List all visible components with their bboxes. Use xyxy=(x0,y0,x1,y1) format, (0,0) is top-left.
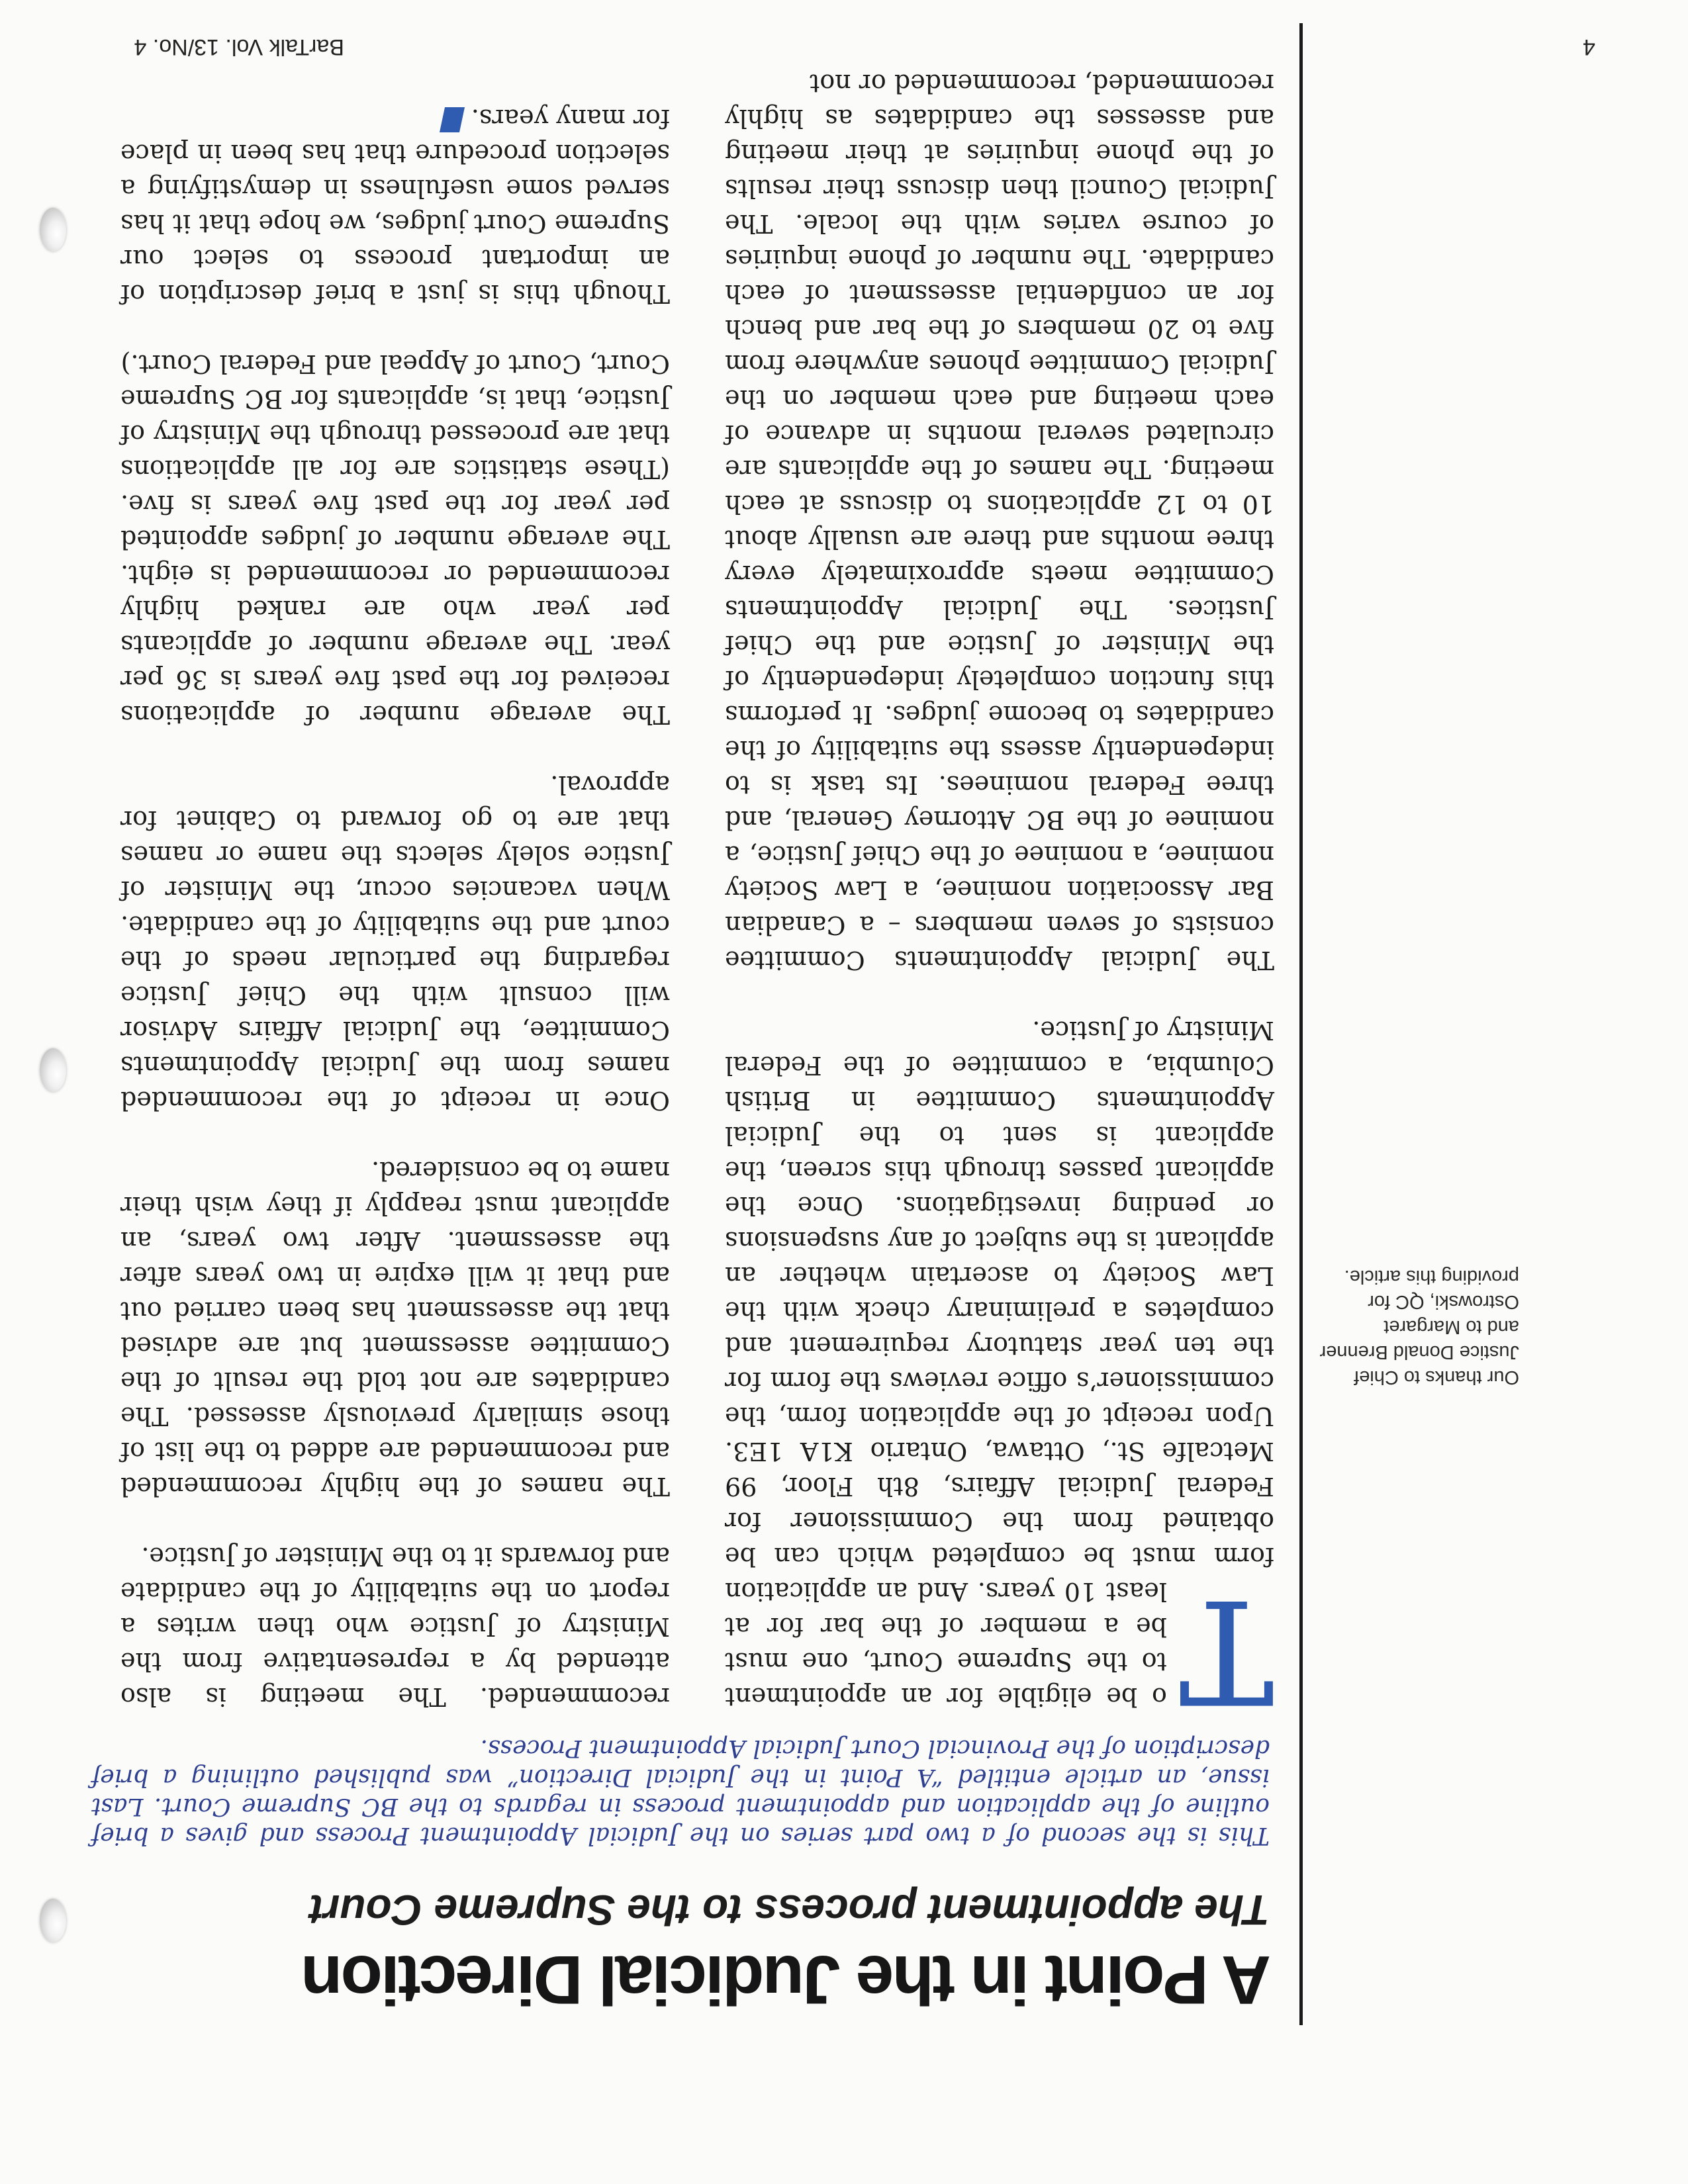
article-title: A Point in the Judicial Direction xyxy=(302,1941,1271,2018)
paragraph-meeting: recommended. The meeting is also attended by a representative from the Ministry of Justice who then writes a report on the suitability of the candidate and forwards it to the Minister of Justice. xyxy=(120,1542,670,1711)
column-divider xyxy=(1299,23,1303,2025)
article-intro: This is the second of a two part series on the Judicial Appointment Process and gives a brief outline of the application and appointment process in regards to the BC Supreme Court. Last issue, an article entitled “A Point in the Judicial Direction” was published outlining a brief description of the Provincial Court Judicial Appointment Process. xyxy=(91,1735,1270,1849)
punch-hole-middle xyxy=(40,1048,66,1092)
acknowledgement-sidebar: Our thanks to Chief Justice Donald Brenner and to Margaret Ostrowski, QC for providing this article. xyxy=(1319,1266,1519,1388)
punch-hole-bottom xyxy=(40,208,66,251)
paragraph-eligibility xyxy=(725,1013,1274,1734)
article-subtitle: The appointment process to the Supreme Court xyxy=(309,1886,1270,1934)
paragraph-statistics: The average number of applications received for the past five years is 36 per year. The average number of applicants per year who are ranked highly recommended or recommended is eight. The average number of judges appointed per year for the past five years is five. (These statistics are for all applications that are processed through the Ministry of Justice, that is, applicants for BC Supreme Court, Court of Appeal and Federal Court.) xyxy=(120,349,670,729)
drop-cap: T xyxy=(1178,1568,1274,1734)
paragraph-names: The names of the highly recommended and recommended are added to the list of those similarly previously assessed. The candidates are not told the result of the Committee assessment but are advised that the assessment has been carried out and that it will expire in two years after the assessment. After two years, an applicant must reapply if they wish their name to be considered. xyxy=(120,1156,670,1501)
paragraph-conclusion xyxy=(120,101,670,311)
end-of-article-mark xyxy=(440,107,465,132)
paragraph-eligibility-text: o be eligible for an appointment to the Supreme Court, one must be a member of the bar for at least 10 years. And an application form must be completed which can be obtained from the Commissioner for Federal Judicial Affairs, 8th Floor, 99 Metcalfe St., Ottawa, Ontario K1A 1E3. Upon receipt of the application form, the commissioner’s office reviews the form for the ten year statutory requirement and completes a preliminary check with the Law Society to ascertain whether an applicant is the subject of any suspensions or pending investigations. Once the applicant passes through this screen, the applicant is sent to the Judicial Appointments Committee in British Columbia, a committee of the Federal Ministry of Justice. xyxy=(725,1016,1274,1711)
article-column-left xyxy=(725,66,1274,1734)
page-number: 4 xyxy=(1583,34,1595,60)
article-column-right xyxy=(120,101,670,1714)
publication-footer: BarTalk Vol. 13/No. 4 xyxy=(134,34,344,60)
paragraph-committee: The Judicial Appointments Committee consists of seven members – a Canadian Bar Association nominee, a Law Society nominee, a nominee of the Chief Justice, a nominee of the BC Attorney General, and three Federal nominees. Its task is to independently assess the suitability of the candidates to become judges. It performs this function completely independently of the Minister of Justice and the Chief Justices. The Judicial Appointments Committee meets approximately every three months and there are usually about 10 to 12 applications to discuss at each meeting. The names of the applicants are circulated several months in advance of each meeting and each member on the Judicial Committee phones anywhere from five to 20 members of the bar and bench for an confidential assessment of each candidate. The number of phone inquiries of course varies with the locale. The Judicial Council then discuss their results of the phone inquiries at their meeting and assesses the candidates as highly recommended, recommended or not xyxy=(725,69,1274,975)
paragraph-selection: Once in receipt of the recommended names from the Judicial Appointments Committee, the Judicial Affairs Advisor will consult with the Chief Justice regarding the particular needs of the court and the suitability of the candidate. When vacancies occur, the Minister of Justice solely selects the name or names that are to go forward to Cabinet for approval. xyxy=(120,770,670,1115)
paragraph-conclusion-text: Though this is just a brief description of an important process to select our Supreme Court judges, we hope that it has served some usefulness in demystifying a selection procedure that has been in place for many years. xyxy=(120,104,670,308)
